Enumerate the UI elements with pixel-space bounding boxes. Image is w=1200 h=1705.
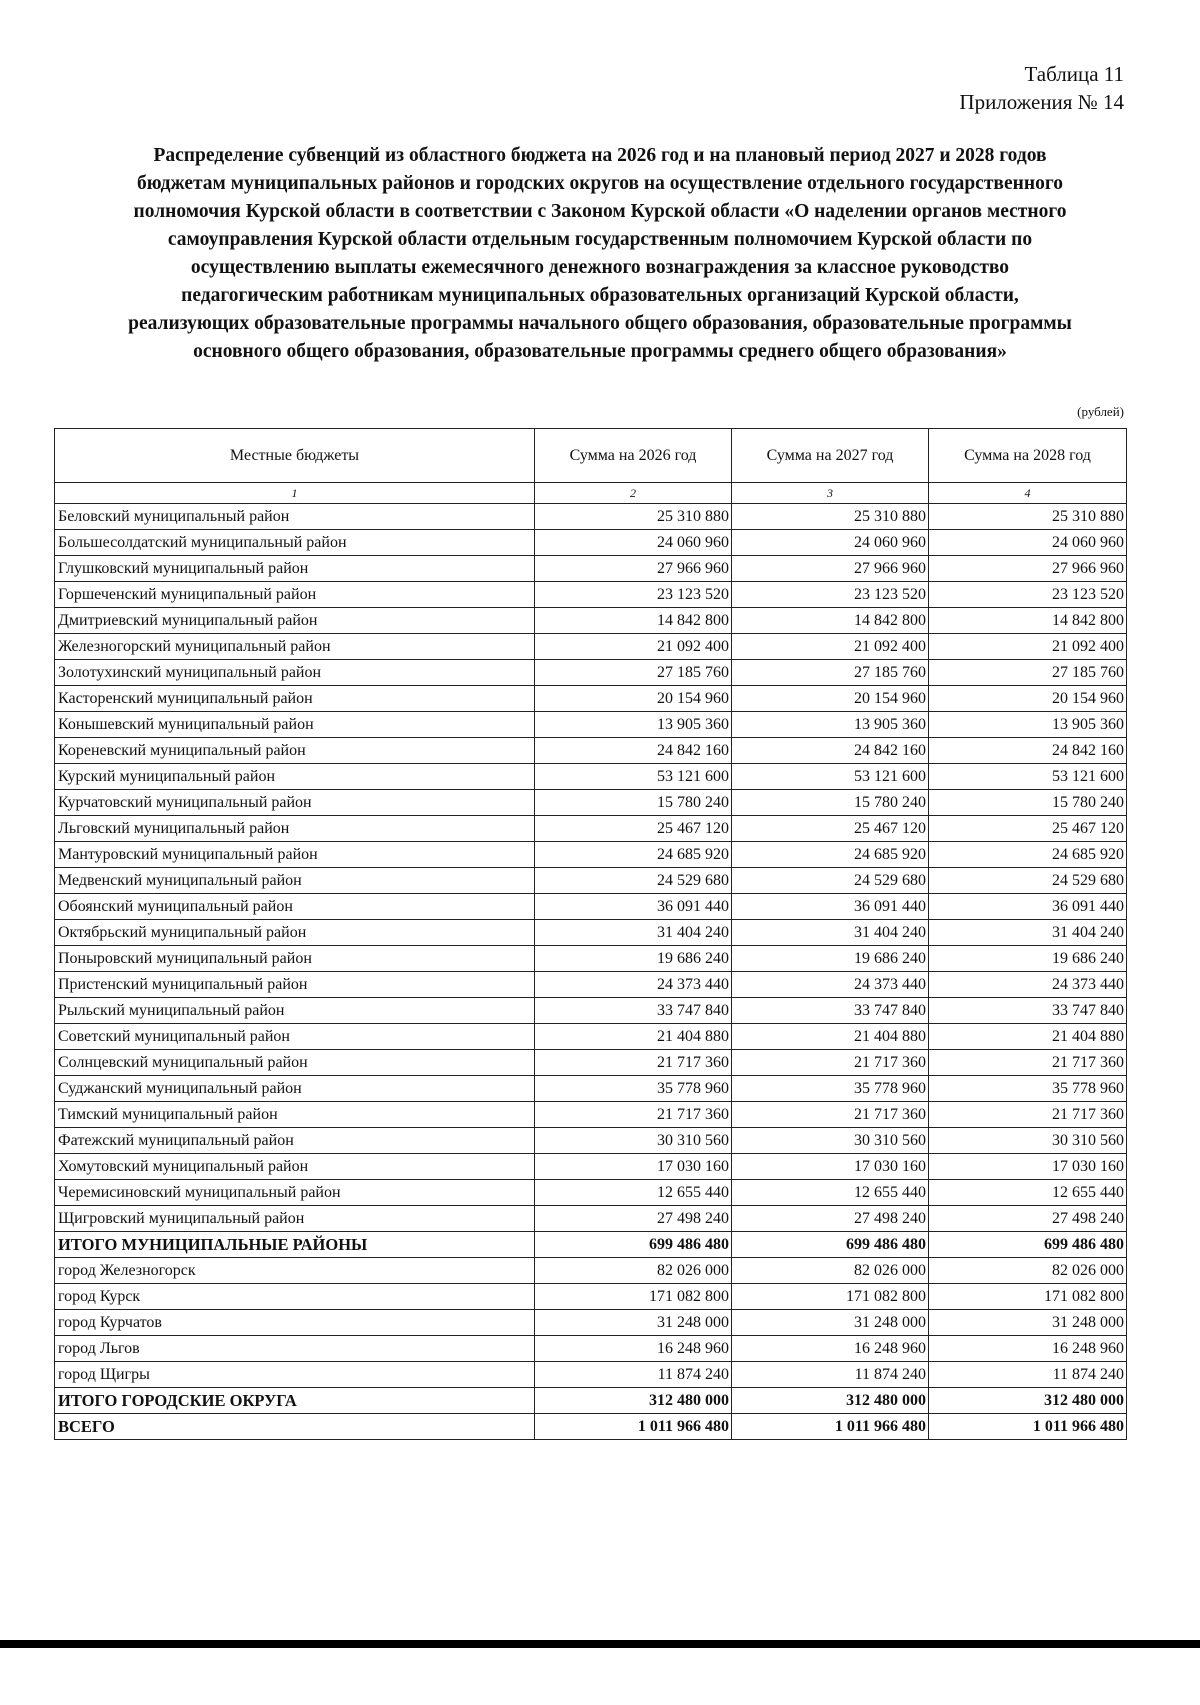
amount-2026-cell: 31 404 240 [535,920,732,946]
budget-name-cell: Медвенский муниципальный район [55,868,535,894]
amount-2028-cell: 14 842 800 [929,608,1127,634]
amount-2026-cell: 312 480 000 [535,1388,732,1414]
header-2027: Сумма на 2027 год [732,429,929,483]
amount-2027-cell: 31 248 000 [732,1310,929,1336]
amount-2027-cell: 82 026 000 [732,1258,929,1284]
table-row [55,816,1127,842]
amount-2027-cell: 25 310 880 [732,504,929,530]
budget-name-cell: Тимский муниципальный район [55,1102,535,1128]
table-row [55,842,1127,868]
amount-2027-cell: 24 373 440 [732,972,929,998]
amount-2026-cell: 21 717 360 [535,1102,732,1128]
amount-2028-cell: 24 373 440 [929,972,1127,998]
table-row [55,894,1127,920]
amount-2028-cell: 699 486 480 [929,1232,1127,1258]
title-line: бюджетам муниципальных районов и городских округов на осуществление отдельного государственного [137,173,1063,194]
amount-2027-cell: 27 966 960 [732,556,929,582]
amount-2028-cell: 16 248 960 [929,1336,1127,1362]
budget-name-cell: Рыльский муниципальный район [55,998,535,1024]
amount-2028-cell: 1 011 966 480 [929,1414,1127,1440]
amount-2026-cell: 36 091 440 [535,894,732,920]
table-body [55,504,1127,1440]
budget-name-cell: Курчатовский муниципальный район [55,790,535,816]
table-total-row [55,1232,1127,1258]
amount-2028-cell: 25 467 120 [929,816,1127,842]
budget-name-cell: Пристенский муниципальный район [55,972,535,998]
budget-name-cell: Золотухинский муниципальный район [55,660,535,686]
table-row [55,634,1127,660]
budget-name-cell: Хомутовский муниципальный район [55,1154,535,1180]
amount-2028-cell: 15 780 240 [929,790,1127,816]
amount-2026-cell: 53 121 600 [535,764,732,790]
budget-name-cell: Горшеченский муниципальный район [55,582,535,608]
amount-2028-cell: 35 778 960 [929,1076,1127,1102]
amount-2028-cell: 21 404 880 [929,1024,1127,1050]
table-row [55,790,1127,816]
title-line: осуществлению выплаты ежемесячного денежного вознаграждения за классное руководство [190,257,1010,278]
amount-2026-cell: 13 905 360 [535,712,732,738]
budget-name-cell: Железногорский муниципальный район [55,634,535,660]
table-row [55,1024,1127,1050]
amount-2027-cell: 312 480 000 [732,1388,929,1414]
amount-2027-cell: 11 874 240 [732,1362,929,1388]
amount-2027-cell: 21 092 400 [732,634,929,660]
amount-2026-cell: 17 030 160 [535,1154,732,1180]
title-line: педагогическим работникам муниципальных образовательных организаций Курской области, [181,285,1019,306]
table-row [55,1154,1127,1180]
table-row [55,1310,1127,1336]
amount-2027-cell: 14 842 800 [732,608,929,634]
amount-2027-cell: 171 082 800 [732,1284,929,1310]
amount-2026-cell: 31 248 000 [535,1310,732,1336]
budget-name-cell: город Курск [55,1284,535,1310]
amount-2026-cell: 16 248 960 [535,1336,732,1362]
table-header-row [55,429,1127,483]
table-row [55,972,1127,998]
table-row [55,946,1127,972]
amount-2026-cell: 24 373 440 [535,972,732,998]
budget-name-cell: Солнцевский муниципальный район [55,1050,535,1076]
budget-name-cell: ИТОГО МУНИЦИПАЛЬНЫЕ РАЙОНЫ [55,1232,535,1258]
amount-2027-cell: 17 030 160 [732,1154,929,1180]
amount-2028-cell: 21 717 360 [929,1102,1127,1128]
table-row [55,712,1127,738]
table-number: Таблица 11 [1024,62,1124,86]
budget-name-cell: Курский муниципальный район [55,764,535,790]
title-line: основного общего образования, образовательные программы среднего общего образования» [193,341,1007,362]
document-reference [959,60,1124,116]
budget-name-cell: город Льгов [55,1336,535,1362]
amount-2026-cell: 11 874 240 [535,1362,732,1388]
table-row [55,1128,1127,1154]
amount-2026-cell: 27 185 760 [535,660,732,686]
amount-2027-cell: 53 121 600 [732,764,929,790]
budget-name-cell: Большесолдатский муниципальный район [55,530,535,556]
amount-2027-cell: 24 842 160 [732,738,929,764]
amount-2026-cell: 699 486 480 [535,1232,732,1258]
budget-name-cell: ИТОГО ГОРОДСКИЕ ОКРУГА [55,1388,535,1414]
amount-2026-cell: 24 529 680 [535,868,732,894]
amount-2027-cell: 15 780 240 [732,790,929,816]
amount-2028-cell: 17 030 160 [929,1154,1127,1180]
budget-name-cell: Фатежский муниципальный район [55,1128,535,1154]
amount-2026-cell: 14 842 800 [535,608,732,634]
amount-2026-cell: 171 082 800 [535,1284,732,1310]
budget-name-cell: Беловский муниципальный район [55,504,535,530]
amount-2027-cell: 24 685 920 [732,842,929,868]
amount-2026-cell: 35 778 960 [535,1076,732,1102]
amount-2026-cell: 27 966 960 [535,556,732,582]
table-row [55,1050,1127,1076]
amount-2026-cell: 19 686 240 [535,946,732,972]
budget-name-cell: город Щигры [55,1362,535,1388]
table-row [55,920,1127,946]
amount-2028-cell: 27 966 960 [929,556,1127,582]
amount-2028-cell: 25 310 880 [929,504,1127,530]
amount-2028-cell: 27 185 760 [929,660,1127,686]
budget-name-cell: Щигровский муниципальный район [55,1206,535,1232]
amount-2028-cell: 53 121 600 [929,764,1127,790]
amount-2026-cell: 12 655 440 [535,1180,732,1206]
amount-2027-cell: 12 655 440 [732,1180,929,1206]
table-total-row [55,1414,1127,1440]
table-row [55,1102,1127,1128]
budget-name-cell: Обоянский муниципальный район [55,894,535,920]
table-row [55,868,1127,894]
budget-name-cell: Советский муниципальный район [55,1024,535,1050]
amount-2028-cell: 36 091 440 [929,894,1127,920]
amount-2027-cell: 13 905 360 [732,712,929,738]
table-row [55,764,1127,790]
amount-2028-cell: 24 529 680 [929,868,1127,894]
title-line: реализующих образовательные программы начального общего образования, образовательные программы [128,313,1072,334]
amount-2028-cell: 30 310 560 [929,1128,1127,1154]
amount-2026-cell: 20 154 960 [535,686,732,712]
amount-2027-cell: 24 060 960 [732,530,929,556]
amount-2026-cell: 24 060 960 [535,530,732,556]
amount-2028-cell: 171 082 800 [929,1284,1127,1310]
title-line: полномочия Курской области в соответствии с Законом Курской области «О наделении органов местного [133,201,1067,222]
amount-2028-cell: 21 092 400 [929,634,1127,660]
budget-name-cell: Касторенский муниципальный район [55,686,535,712]
column-number: 1 [55,483,535,504]
amount-2027-cell: 35 778 960 [732,1076,929,1102]
amount-2026-cell: 21 717 360 [535,1050,732,1076]
budget-name-cell: Дмитриевский муниципальный район [55,608,535,634]
header-local-budgets: Местные бюджеты [55,429,535,483]
amount-2028-cell: 27 498 240 [929,1206,1127,1232]
amount-2027-cell: 1 011 966 480 [732,1414,929,1440]
appendix-number: Приложения № 14 [959,90,1124,114]
amount-2027-cell: 21 404 880 [732,1024,929,1050]
amount-2028-cell: 23 123 520 [929,582,1127,608]
amount-2028-cell: 82 026 000 [929,1258,1127,1284]
table-row [55,1258,1127,1284]
units-label: (рублей) [1077,404,1124,419]
budget-name-cell: Конышевский муниципальный район [55,712,535,738]
amount-2028-cell: 24 842 160 [929,738,1127,764]
amount-2026-cell: 24 842 160 [535,738,732,764]
budget-name-cell: Глушковский муниципальный район [55,556,535,582]
amount-2028-cell: 24 685 920 [929,842,1127,868]
amount-2027-cell: 19 686 240 [732,946,929,972]
amount-2026-cell: 21 092 400 [535,634,732,660]
amount-2028-cell: 21 717 360 [929,1050,1127,1076]
amount-2028-cell: 312 480 000 [929,1388,1127,1414]
budget-name-cell: Суджанский муниципальный район [55,1076,535,1102]
amount-2028-cell: 31 404 240 [929,920,1127,946]
amount-2027-cell: 16 248 960 [732,1336,929,1362]
amount-2027-cell: 21 717 360 [732,1102,929,1128]
column-number: 3 [732,483,929,504]
table-row [55,1336,1127,1362]
budget-name-cell: ВСЕГО [55,1414,535,1440]
amount-2027-cell: 25 467 120 [732,816,929,842]
table-row [55,1076,1127,1102]
amount-2028-cell: 24 060 960 [929,530,1127,556]
amount-2027-cell: 20 154 960 [732,686,929,712]
amount-2028-cell: 13 905 360 [929,712,1127,738]
header-2026: Сумма на 2026 год [535,429,732,483]
table-row [55,582,1127,608]
amount-2027-cell: 24 529 680 [732,868,929,894]
subsidy-table [54,428,1127,1440]
amount-2026-cell: 82 026 000 [535,1258,732,1284]
amount-2027-cell: 30 310 560 [732,1128,929,1154]
table-row [55,1284,1127,1310]
amount-2026-cell: 21 404 880 [535,1024,732,1050]
table-row [55,1206,1127,1232]
table-row [55,738,1127,764]
table-row [55,556,1127,582]
budget-name-cell: Октябрьский муниципальный район [55,920,535,946]
amount-2026-cell: 27 498 240 [535,1206,732,1232]
amount-2028-cell: 19 686 240 [929,946,1127,972]
title-line: Распределение субвенций из областного бюджета на 2026 год и на плановый период 2027 и 2028 годов [153,145,1047,166]
table-row [55,686,1127,712]
scan-edge-bar [0,1640,1200,1648]
table-row [55,608,1127,634]
title-line: самоуправления Курской области отдельным государственным полномочием Курской области по [167,229,1033,250]
amount-2026-cell: 33 747 840 [535,998,732,1024]
amount-2028-cell: 20 154 960 [929,686,1127,712]
amount-2026-cell: 15 780 240 [535,790,732,816]
table-row [55,1180,1127,1206]
amount-2026-cell: 25 467 120 [535,816,732,842]
table-row [55,660,1127,686]
amount-2028-cell: 11 874 240 [929,1362,1127,1388]
budget-name-cell: город Курчатов [55,1310,535,1336]
amount-2026-cell: 30 310 560 [535,1128,732,1154]
table-row [55,530,1127,556]
budget-name-cell: город Железногорск [55,1258,535,1284]
amount-2027-cell: 21 717 360 [732,1050,929,1076]
table-row [55,1362,1127,1388]
amount-2027-cell: 31 404 240 [732,920,929,946]
amount-2026-cell: 24 685 920 [535,842,732,868]
table-row [55,504,1127,530]
amount-2027-cell: 699 486 480 [732,1232,929,1258]
amount-2028-cell: 31 248 000 [929,1310,1127,1336]
header-2028: Сумма на 2028 год [929,429,1127,483]
column-number-row [55,483,1127,504]
budget-name-cell: Кореневский муниципальный район [55,738,535,764]
column-number: 4 [929,483,1127,504]
budget-name-cell: Черемисиновский муниципальный район [55,1180,535,1206]
amount-2027-cell: 27 185 760 [732,660,929,686]
budget-name-cell: Льговский муниципальный район [55,816,535,842]
amount-2026-cell: 1 011 966 480 [535,1414,732,1440]
amount-2027-cell: 27 498 240 [732,1206,929,1232]
budget-name-cell: Мантуровский муниципальный район [55,842,535,868]
table-row [55,998,1127,1024]
amount-2028-cell: 33 747 840 [929,998,1127,1024]
amount-2026-cell: 25 310 880 [535,504,732,530]
budget-name-cell: Поныровский муниципальный район [55,946,535,972]
amount-2027-cell: 36 091 440 [732,894,929,920]
table-total-row [55,1388,1127,1414]
amount-2027-cell: 33 747 840 [732,998,929,1024]
document-title [62,142,1138,366]
column-number: 2 [535,483,732,504]
amount-2027-cell: 23 123 520 [732,582,929,608]
amount-2028-cell: 12 655 440 [929,1180,1127,1206]
amount-2026-cell: 23 123 520 [535,582,732,608]
